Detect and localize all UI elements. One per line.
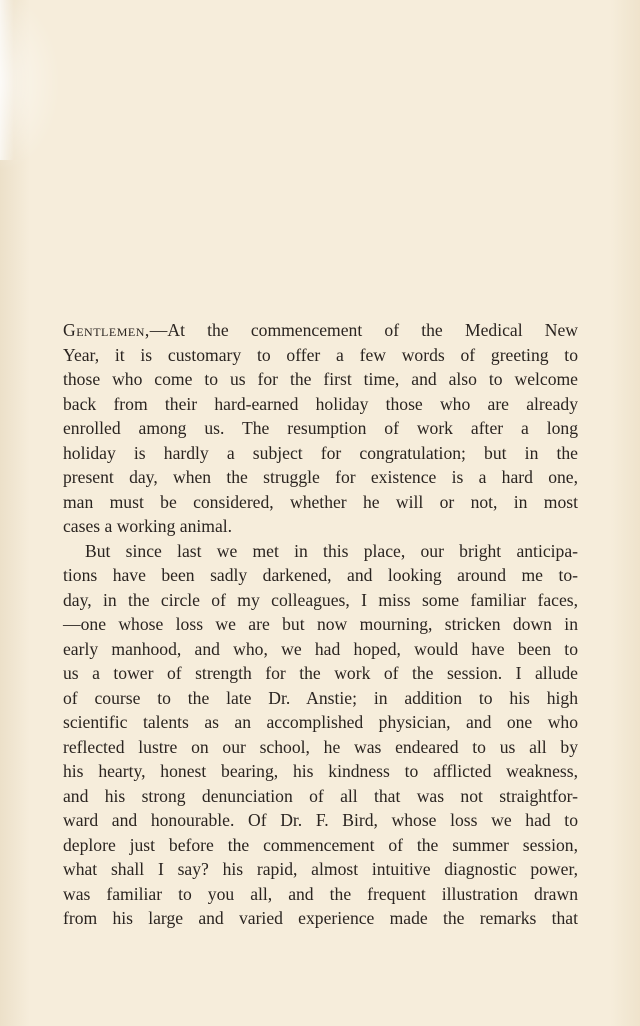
paragraph-1-line-5: enrolled among us. The resumption of work after a long <box>63 418 578 438</box>
paragraph-1-line-4: back from their hard-earned holiday those who are already <box>63 393 578 414</box>
paragraph-2-line-5: early manhood, and who, we had hoped, would have been to <box>63 638 578 659</box>
paragraph-1-line-6: holiday is hardly a subject for congratulation; but in the <box>63 442 578 463</box>
paragraph-2-line-12: ward and honourable. Of Dr. F. Bird, whose loss we had to <box>63 810 578 830</box>
paragraph-2-line-10: his hearty, honest bearing, his kindness to afflicted weakness, <box>63 761 578 781</box>
paragraph-2-line-3: day, in the circle of my colleagues, I miss some familiar faces, <box>63 589 578 610</box>
paragraph-2-line-7: of course to the late Dr. Anstie; in addition to his high <box>63 687 578 708</box>
paragraph-2-line-6: us a tower of strength for the work of the session. I allude <box>63 663 578 683</box>
paragraph-2-line-11: and his strong denunciation of all that was not straightfor- <box>63 785 578 806</box>
paragraph-1-line-8: man must be considered, whether he will or not, in most <box>63 491 578 512</box>
paragraph-2-line-2: tions have been sadly darkened, and looking around me to- <box>63 565 578 585</box>
paragraph-1-line-9: cases a working animal. <box>63 516 233 536</box>
paragraph-2 <box>63 539 578 931</box>
paragraph-2-line-15: was familiar to you all, and the frequent illustration drawn <box>63 883 578 904</box>
paragraph-1-line-7: present day, when the struggle for existence is a hard one, <box>63 467 578 487</box>
paragraph-2-line-1: But since last we met in this place, our bright anticipa- <box>85 540 578 561</box>
paragraph-2-line-16: from his large and varied experience made the remarks that <box>63 908 578 928</box>
body-text <box>63 318 578 931</box>
paragraph-2-line-14: what shall I say? his rapid, almost intuitive diagnostic power, <box>63 859 578 879</box>
paragraph-2-line-4: —one whose loss we are but now mourning, stricken down in <box>63 614 578 634</box>
page-edge-highlight <box>0 0 14 160</box>
paragraph-1-line-1 <box>63 318 578 343</box>
paragraph-2-line-8: scientific talents as an accomplished physician, and one who <box>63 712 578 732</box>
paragraph-1-line-1-text: —At the commencement of the Medical New <box>149 320 578 340</box>
paragraph-1-line-3: those who come to us for the first time, and also to welcome <box>63 369 578 389</box>
paragraph-1 <box>63 318 578 539</box>
paragraph-1-line-2: Year, it is customary to offer a few words of greeting to <box>63 344 578 365</box>
paragraph-2-line-13: deplore just before the commencement of the summer session, <box>63 834 578 855</box>
paragraph-2-line-9: reflected lustre on our school, he was endeared to us all by <box>63 736 578 757</box>
salutation: Gentlemen, <box>63 320 150 340</box>
